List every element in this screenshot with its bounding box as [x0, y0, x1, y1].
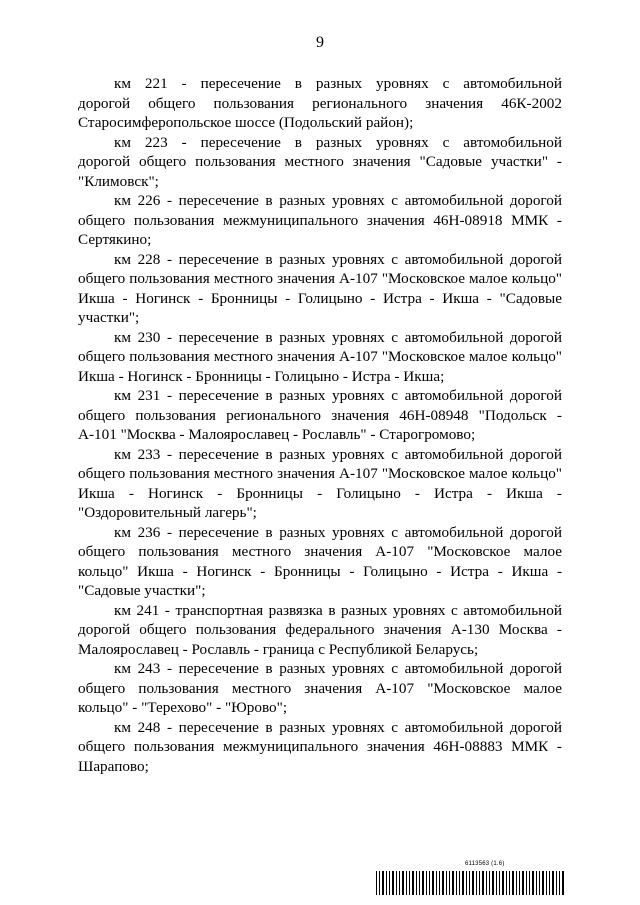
paragraph [78, 74, 562, 133]
text-line: км 231 - пересечение в разных уровнях с автомобильной дорогой [114, 387, 562, 404]
paragraph [78, 445, 562, 523]
text-line: км 230 - пересечение в разных уровнях с автомобильной дорогой [114, 328, 562, 346]
text-line: км 228 - пересечение в разных уровнях с автомобильной дорогой [114, 250, 562, 268]
text-line: общего пользования регионального значения 46Н-08948 "Подольск - [78, 406, 562, 424]
text-line: общего пользования местного значения А-107 "Московское малое [78, 679, 562, 697]
text-line: Икша - Ногинск - Бронницы - Голицыно - Истра - Икша; [78, 367, 445, 385]
paragraph [78, 250, 562, 328]
text-line: Сертякино; [78, 231, 152, 248]
paragraph [78, 601, 562, 660]
text-line: "Климовск"; [78, 172, 159, 190]
text-line: А-101 "Москва - Малоярославец - Рославль" - Старогромово; [78, 426, 476, 443]
text-line: км 248 - пересечение в разных уровнях с автомобильной дорогой [114, 718, 562, 736]
text-line: км 241 - транспортная развязка в разных уровнях с автомобильной [114, 601, 562, 619]
paragraph [78, 659, 562, 718]
text-line: км 233 - пересечение в разных уровнях с автомобильной дорогой [114, 445, 562, 463]
paragraph [78, 328, 562, 387]
text-line: км 243 - пересечение в разных уровнях с автомобильной дорогой [114, 660, 562, 677]
paragraph [78, 523, 562, 601]
text-line: "Садовые участки"; [78, 582, 206, 599]
text-line: общего пользования местного значения А-107 "Московское малое кольцо" [78, 465, 562, 482]
text-line: км 223 - пересечение в разных уровнях с автомобильной [114, 133, 562, 151]
text-line: Икша - Ногинск - Бронницы - Голицыно - Истра - Икша - "Садовые [78, 289, 562, 307]
paragraph [78, 718, 562, 777]
text-line: кольцо" Икша - Ногинск - Бронницы - Голицыно - Истра - Икша - [78, 562, 562, 580]
text-line: км 236 - пересечение в разных уровнях с автомобильной дорогой [114, 523, 562, 541]
paragraph [78, 133, 562, 192]
text-line: дорогой общего пользования местного значения "Садовые участки" - [78, 153, 562, 170]
page-number: 9 [316, 34, 324, 51]
text-line: Старосимферопольское шоссе (Подольский район); [78, 114, 414, 131]
document-code: 6113563 (1.6) [465, 861, 505, 867]
text-line: общего пользования межмуниципального значения 46Н-08918 ММК - [78, 211, 562, 229]
barcode-icon [376, 871, 564, 895]
text-line: кольцо" - "Терехово" - "Юрово"; [78, 699, 288, 716]
paragraph [78, 386, 562, 445]
text-line: общего пользования местного значения А-107 "Московское малое кольцо" [78, 270, 562, 287]
text-line: км 226 - пересечение в разных уровнях с автомобильной дорогой [114, 192, 562, 209]
document-body [78, 74, 562, 776]
text-line: Икша - Ногинск - Бронницы - Голицыно - Истра - Икша - [78, 484, 562, 502]
text-line: дорогой общего пользования федерального значения А-130 Москва - [78, 621, 562, 638]
text-line: общего пользования местного значения А-107 "Московское малое [78, 543, 562, 560]
paragraph [78, 191, 562, 250]
text-line: участки"; [78, 309, 140, 326]
text-line: общего пользования местного значения А-107 "Московское малое кольцо" [78, 348, 562, 365]
text-line: общего пользования межмуниципального значения 46Н-08883 ММК - [78, 738, 562, 755]
text-line: "Оздоровительный лагерь"; [78, 504, 257, 521]
text-line: км 221 - пересечение в разных уровнях с автомобильной [114, 75, 562, 92]
text-line: Малоярославец - Рославль - граница с Республикой Беларусь; [78, 640, 479, 658]
text-line: Шарапово; [78, 757, 149, 775]
text-line: дорогой общего пользования регионального значения 46К-2002 [78, 94, 562, 112]
